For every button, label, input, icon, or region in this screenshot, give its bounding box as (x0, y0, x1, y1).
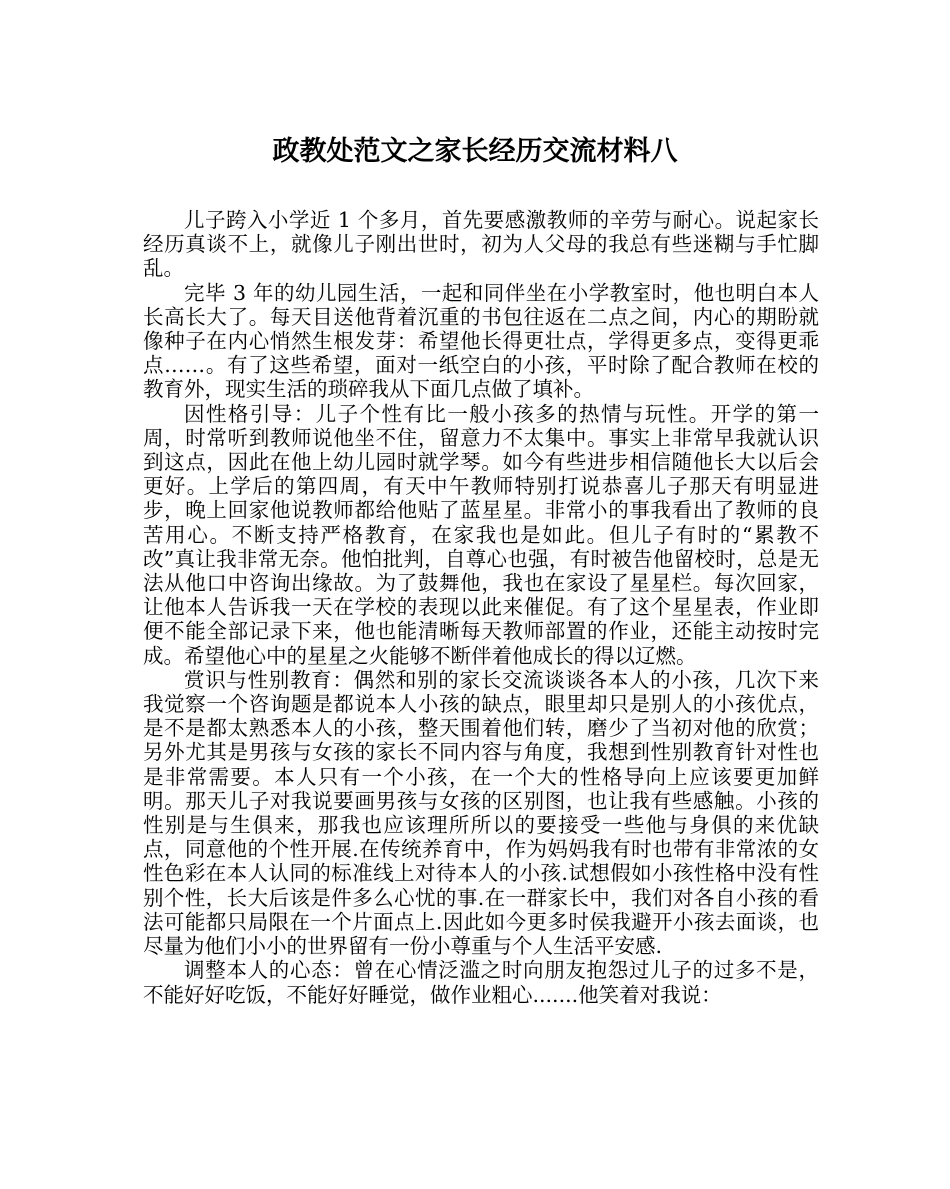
document-body (143, 208, 819, 1007)
document-title: 政教处范文之家长经历交流材料八 (272, 136, 678, 167)
paragraph-personality-guidance: 因性格引导：儿子个性有比一般小孩多的热情与玩性。开学的第一周，时常听到教师说他坐不住，留意力不太集中。事实上非常早我就认识到这点，因此在他上幼儿园时就学琴。如今有些进步相信随他长大以后会更好。上学后的第四周，有天中午教师特别打说恭喜儿子那天有明显进步，晚上回家他说教师都给他贴了蓝星星。非常小的事我看出了教师的良苦用心。不断支持严格教育，在家我也是如此。但儿子有时的“累教不改”真让我非常无奈。他怕批判，自尊心也强，有时被告他留校时，总是无法从他口中咨询出缘故。为了鼓舞他，我也在家设了星星栏。每次回家，让他本人告诉我一天在学校的表现以此来催促。有了这个星星表，作业即便不能全部记录下来，他也能清晰每天教师部置的作业，还能主动按时完成。希望他心中的星星之火能够不断伴着他成长的得以辽燃。 (143, 401, 819, 668)
paragraph-kindergarten: 完毕 3 年的幼儿园生活，一起和同伴坐在小学教室时，他也明白本人长高长大了。每天目送他背着沉重的书包往返在二点之间，内心的期盼就像种子在内心悄然生根发芽：希望他长得更壮点，学得更多点，变得更乖点……。有了这些希望，面对一纸空白的小孩，平时除了配合教师在校的教育外，现实生活的琐碎我从下面几点做了填补。 (143, 280, 819, 402)
paragraph-adjust-mindset: 调整本人的心态：曾在心情泛滥之时向朋友抱怨过儿子的过多不是，不能好好吃饭，不能好好睡觉，做作业粗心.......他笑着对我说： (143, 958, 819, 1007)
paragraph-intro: 儿子跨入小学近 1 个多月，首先要感激教师的辛劳与耐心。说起家长经历真谈不上，就像儿子刚出世时，初为人父母的我总有些迷糊与手忙脚乱。 (143, 208, 819, 281)
paragraph-appreciation-gender: 赏识与性别教育：偶然和别的家长交流谈谈各本人的小孩，几次下来我觉察一个咨询题是都说本人小孩的缺点，眼里却只是别人的小孩优点，是不是都太熟悉本人的小孩，整天围着他们转，磨少了当初对他的欣赏；另外尤其是男孩与女孩的家长不同内容与角度，我想到性别教育针对性也是非常需要。本人只有一个小孩，在一个大的性格导向上应该要更加鲜明。那天儿子对我说要画男孩与女孩的区别图，也让我有些感触。小孩的性别是与生俱来，那我也应该理所所以的要接受一些他与身俱的来优缺点，同意他的个性开展.在传统养育中，作为妈妈我有时也带有非常浓的女性色彩在本人认同的标准线上对待本人的小孩.试想假如小孩性格中没有性别个性，长大后该是件多么心忧的事.在一群家长中，我们对各自小孩的看法可能都只局限在一个片面点上.因此如今更多时侯我避开小孩去面谈，也尽量为他们小小的世界留有一份小尊重与个人生活平安感. (143, 667, 819, 959)
